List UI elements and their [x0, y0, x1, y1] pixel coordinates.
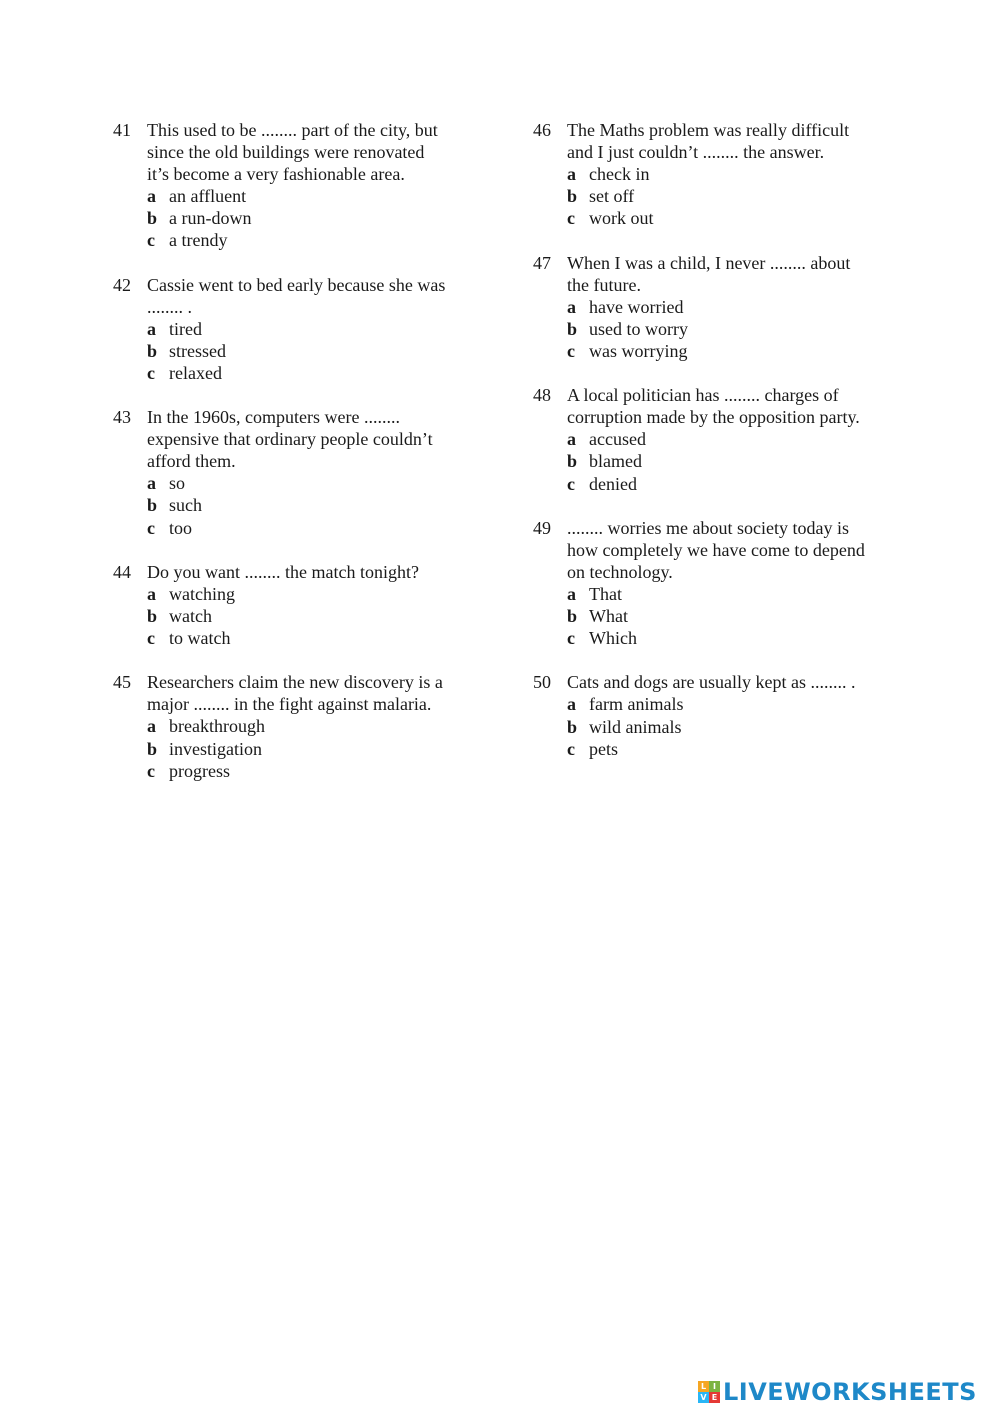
question-text: Cassie went to bed early because she was ........ .: [147, 274, 446, 317]
option-letter: b: [567, 606, 578, 627]
answer-option-c[interactable]: [147, 760, 493, 782]
answer-option-c[interactable]: [147, 517, 493, 539]
answer-option-a[interactable]: [147, 318, 493, 340]
option-letter: a: [147, 716, 156, 737]
option-text: farm animals: [589, 694, 684, 715]
answer-option-a[interactable]: [567, 163, 913, 185]
option-letter: b: [147, 738, 158, 759]
question-text: Researchers claim the new discovery is a major ........ in the fight against malaria.: [147, 672, 443, 715]
question-text: A local politician has ........ charges of corruption made by the opposition party.: [567, 385, 860, 428]
option-letter: a: [567, 429, 576, 450]
option-text: such: [169, 495, 202, 516]
question-number: 44: [113, 561, 131, 582]
option-letter: b: [147, 340, 158, 361]
question-body: [147, 406, 493, 539]
option-text: wild animals: [589, 716, 682, 737]
option-text: blamed: [589, 451, 642, 472]
option-text: pets: [589, 738, 618, 759]
option-letter: a: [147, 318, 156, 339]
option-letter: c: [147, 517, 155, 538]
option-letter: c: [567, 628, 575, 649]
option-letter: c: [567, 341, 575, 362]
question-text: Cats and dogs are usually kept as ........ .: [567, 672, 856, 693]
question-44: [113, 561, 493, 650]
option-letter: c: [147, 230, 155, 251]
question-46: [533, 119, 913, 230]
answer-option-b[interactable]: [147, 494, 493, 516]
option-text: was worrying: [589, 341, 688, 362]
answer-option-a[interactable]: [567, 693, 913, 715]
option-text: so: [169, 473, 186, 494]
question-body: [567, 119, 913, 230]
option-text: have worried: [589, 296, 684, 317]
question-43: [113, 406, 493, 539]
answer-option-a[interactable]: [147, 185, 493, 207]
option-letter: a: [567, 296, 576, 317]
option-letter: b: [567, 318, 578, 339]
question-42: [113, 274, 493, 385]
question-number: 46: [533, 120, 551, 140]
answer-option-b[interactable]: [567, 450, 913, 472]
option-letter: b: [567, 186, 578, 207]
answer-option-c[interactable]: [567, 738, 913, 760]
answer-option-c[interactable]: [567, 340, 913, 362]
question-41: [113, 119, 493, 252]
answer-option-a[interactable]: [567, 428, 913, 450]
option-text: used to worry: [589, 318, 688, 339]
option-text: a run-down: [169, 208, 252, 229]
question-text: The Maths problem was really difficult and I just couldn’t ........ the answer.: [567, 120, 850, 162]
answer-option-c[interactable]: [147, 229, 493, 251]
option-text: That: [589, 583, 622, 604]
answer-option-b[interactable]: [147, 340, 493, 362]
answer-option-a[interactable]: [567, 583, 913, 605]
option-text: progress: [169, 760, 230, 781]
option-text: too: [169, 517, 193, 538]
question-body: [567, 671, 913, 760]
logo-mark-tile: E: [709, 1392, 720, 1403]
logo-text: LIVEWORKSHEETS: [723, 1378, 977, 1406]
option-text: investigation: [169, 738, 262, 759]
option-letter: c: [567, 473, 575, 494]
answer-option-b[interactable]: [147, 207, 493, 229]
answer-option-a[interactable]: [147, 583, 493, 605]
option-letter: c: [147, 363, 155, 384]
option-letter: a: [147, 583, 156, 604]
option-text: accused: [589, 429, 646, 450]
option-text: watching: [169, 583, 235, 604]
option-text: an affluent: [169, 186, 247, 206]
option-letter: c: [567, 208, 575, 229]
answer-option-c[interactable]: [567, 473, 913, 495]
question-text: This used to be ........ part of the city, but since the old buildings were renovated it’s become a very fashionable area.: [147, 120, 438, 184]
option-letter: c: [147, 760, 155, 781]
answer-option-b[interactable]: [567, 318, 913, 340]
question-45: [113, 671, 493, 782]
option-letter: b: [567, 716, 578, 737]
answer-option-b[interactable]: [147, 738, 493, 760]
question-body: [147, 119, 493, 252]
option-text: check in: [589, 164, 650, 184]
question-body: [147, 274, 493, 385]
question-body: [567, 517, 913, 650]
option-letter: a: [567, 694, 576, 715]
option-letter: a: [147, 186, 156, 206]
question-text: In the 1960s, computers were ........ expensive that ordinary people couldn’t afford them.: [147, 407, 433, 472]
question-number: 50: [533, 672, 551, 693]
question-number: 43: [113, 407, 131, 428]
answer-option-c[interactable]: [147, 627, 493, 649]
question-body: [147, 671, 493, 782]
answer-option-b[interactable]: [567, 716, 913, 738]
question-number: 42: [113, 274, 131, 295]
question-number: 47: [533, 252, 551, 273]
option-text: tired: [169, 318, 202, 339]
option-text: breakthrough: [169, 716, 265, 737]
option-text: set off: [589, 186, 635, 207]
question-49: [533, 517, 913, 650]
option-letter: b: [147, 495, 158, 516]
option-text: watch: [169, 606, 212, 627]
answer-option-a[interactable]: [147, 715, 493, 737]
answer-option-b[interactable]: [147, 605, 493, 627]
question-number: 48: [533, 385, 551, 406]
question-50: [533, 671, 913, 760]
liveworksheets-logo[interactable]: [698, 1378, 977, 1406]
logo-mark-tile: L: [698, 1381, 709, 1392]
question-47: [533, 252, 913, 363]
question-number: 49: [533, 517, 551, 538]
answer-option-a[interactable]: [567, 296, 913, 318]
logo-mark-tile: V: [698, 1392, 709, 1403]
answer-option-c[interactable]: [147, 362, 493, 384]
option-text: work out: [589, 208, 654, 229]
option-text: Which: [589, 628, 637, 649]
question-48: [533, 384, 913, 495]
answer-option-a[interactable]: [147, 472, 493, 494]
option-letter: c: [147, 628, 155, 649]
option-letter: b: [567, 451, 578, 472]
answer-option-b[interactable]: [567, 185, 913, 207]
liveworksheets-logo-icon: [698, 1381, 720, 1403]
question-number: 41: [113, 120, 131, 140]
question-body: [147, 561, 493, 650]
option-letter: a: [567, 164, 576, 184]
left-column: [113, 119, 493, 804]
answer-option-b[interactable]: [567, 605, 913, 627]
question-number: 45: [113, 672, 131, 693]
option-letter: b: [147, 208, 158, 229]
option-letter: a: [147, 473, 156, 494]
question-body: [567, 384, 913, 495]
option-letter: c: [567, 738, 575, 759]
option-text: a trendy: [169, 230, 228, 251]
logo-mark-tile: I: [709, 1381, 720, 1392]
option-letter: a: [567, 583, 576, 604]
option-text: to watch: [169, 628, 231, 649]
question-text: ........ worries me about society today is how completely we have come to depend on technology.: [567, 517, 865, 582]
option-text: What: [589, 606, 628, 627]
question-text: Do you want ........ the match tonight?: [147, 561, 419, 582]
right-column: [533, 119, 913, 782]
option-text: denied: [589, 473, 637, 494]
question-body: [567, 252, 913, 363]
option-text: stressed: [169, 340, 226, 361]
answer-option-c[interactable]: [567, 207, 913, 229]
question-text: When I was a child, I never ........ about the future.: [567, 252, 851, 295]
answer-option-c[interactable]: [567, 627, 913, 649]
option-letter: b: [147, 606, 158, 627]
option-text: relaxed: [169, 363, 222, 384]
